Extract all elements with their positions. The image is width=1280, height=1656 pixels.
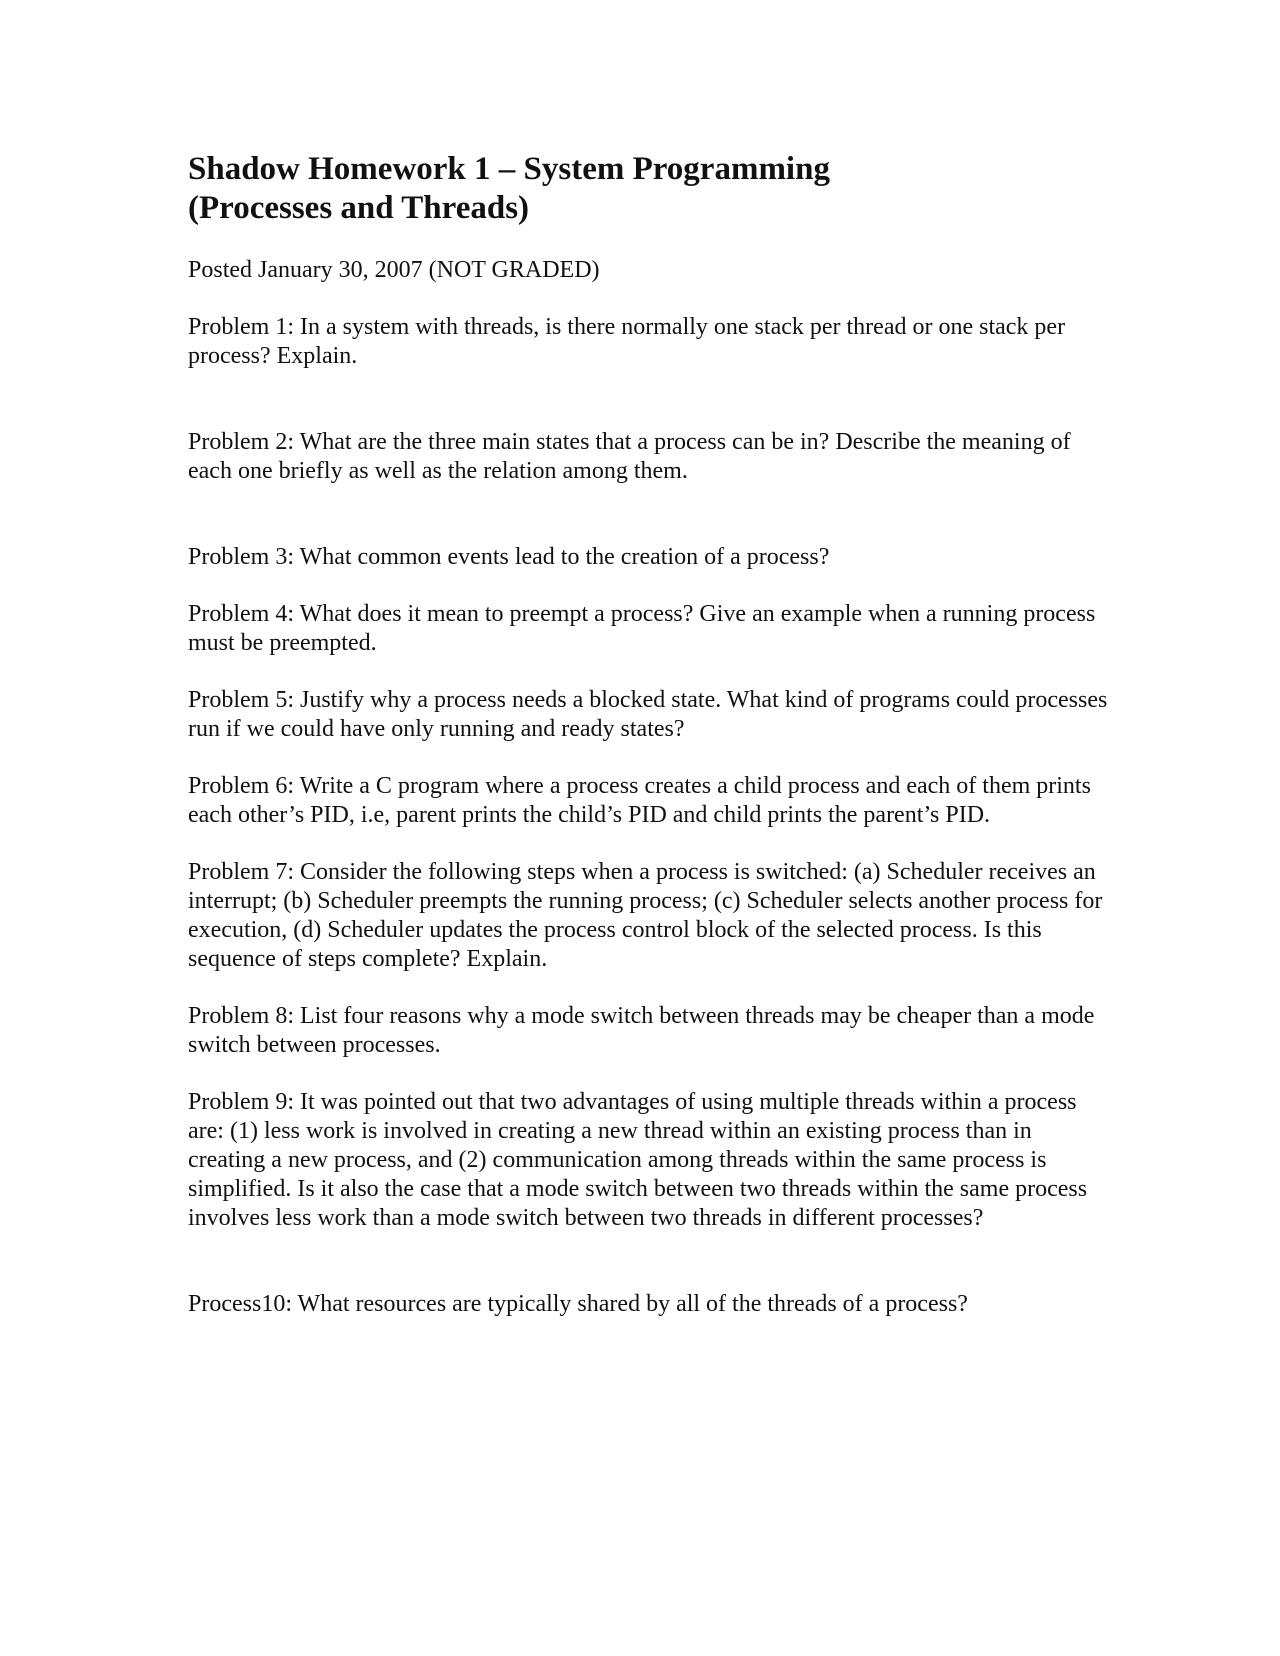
posted-date: Posted January 30, 2007 (NOT GRADED) (188, 257, 600, 283)
problem-8: Problem 8: List four reasons why a mode switch between threads may be cheaper than a mode switch between processes. (188, 1003, 1095, 1058)
problem-1: Problem 1: In a system with threads, is there normally one stack per thread or one stack per process? Explain. (188, 314, 1066, 369)
problem-6: Problem 6: Write a C program where a process creates a child process and each of them prints each other’s PID, i.e, parent prints the child’s PID and child prints the parent’s PID. (188, 773, 1091, 828)
problem-4: Problem 4: What does it mean to preempt a process? Give an example when a running process must be preempted. (188, 601, 1096, 656)
document-title (188, 150, 1148, 228)
problem-10: Process10: What resources are typically shared by all of the threads of a process? (188, 1291, 968, 1317)
problem-9: Problem 9: It was pointed out that two advantages of using multiple threads within a process are: (1) less work is involved in creating a new thread within an existing process than in creating a new process, and (2) communication among threads within the same process is simplified. Is it also the case that a mode switch between two threads within the same process involves less work than a mode switch between two threads in different processes? (188, 1089, 1088, 1231)
title-line-2: (Processes and Threads) (188, 190, 530, 226)
problem-3: Problem 3: What common events lead to the creation of a process? (188, 544, 830, 570)
problem-7: Problem 7: Consider the following steps when a process is switched: (a) Scheduler receives an interrupt; (b) Scheduler preempts the running process; (c) Scheduler selects another process for execution, (d) Scheduler updates the process control block of the selected process. Is this sequence of steps complete? Explain. (188, 859, 1103, 972)
problem-2: Problem 2: What are the three main states that a process can be in? Describe the meaning of each one briefly as well as the relation among them. (188, 429, 1071, 484)
title-line-1: Shadow Homework 1 – System Programming (188, 151, 830, 187)
problem-5: Problem 5: Justify why a process needs a blocked state. What kind of programs could processes run if we could have only running and ready states? (188, 687, 1108, 742)
